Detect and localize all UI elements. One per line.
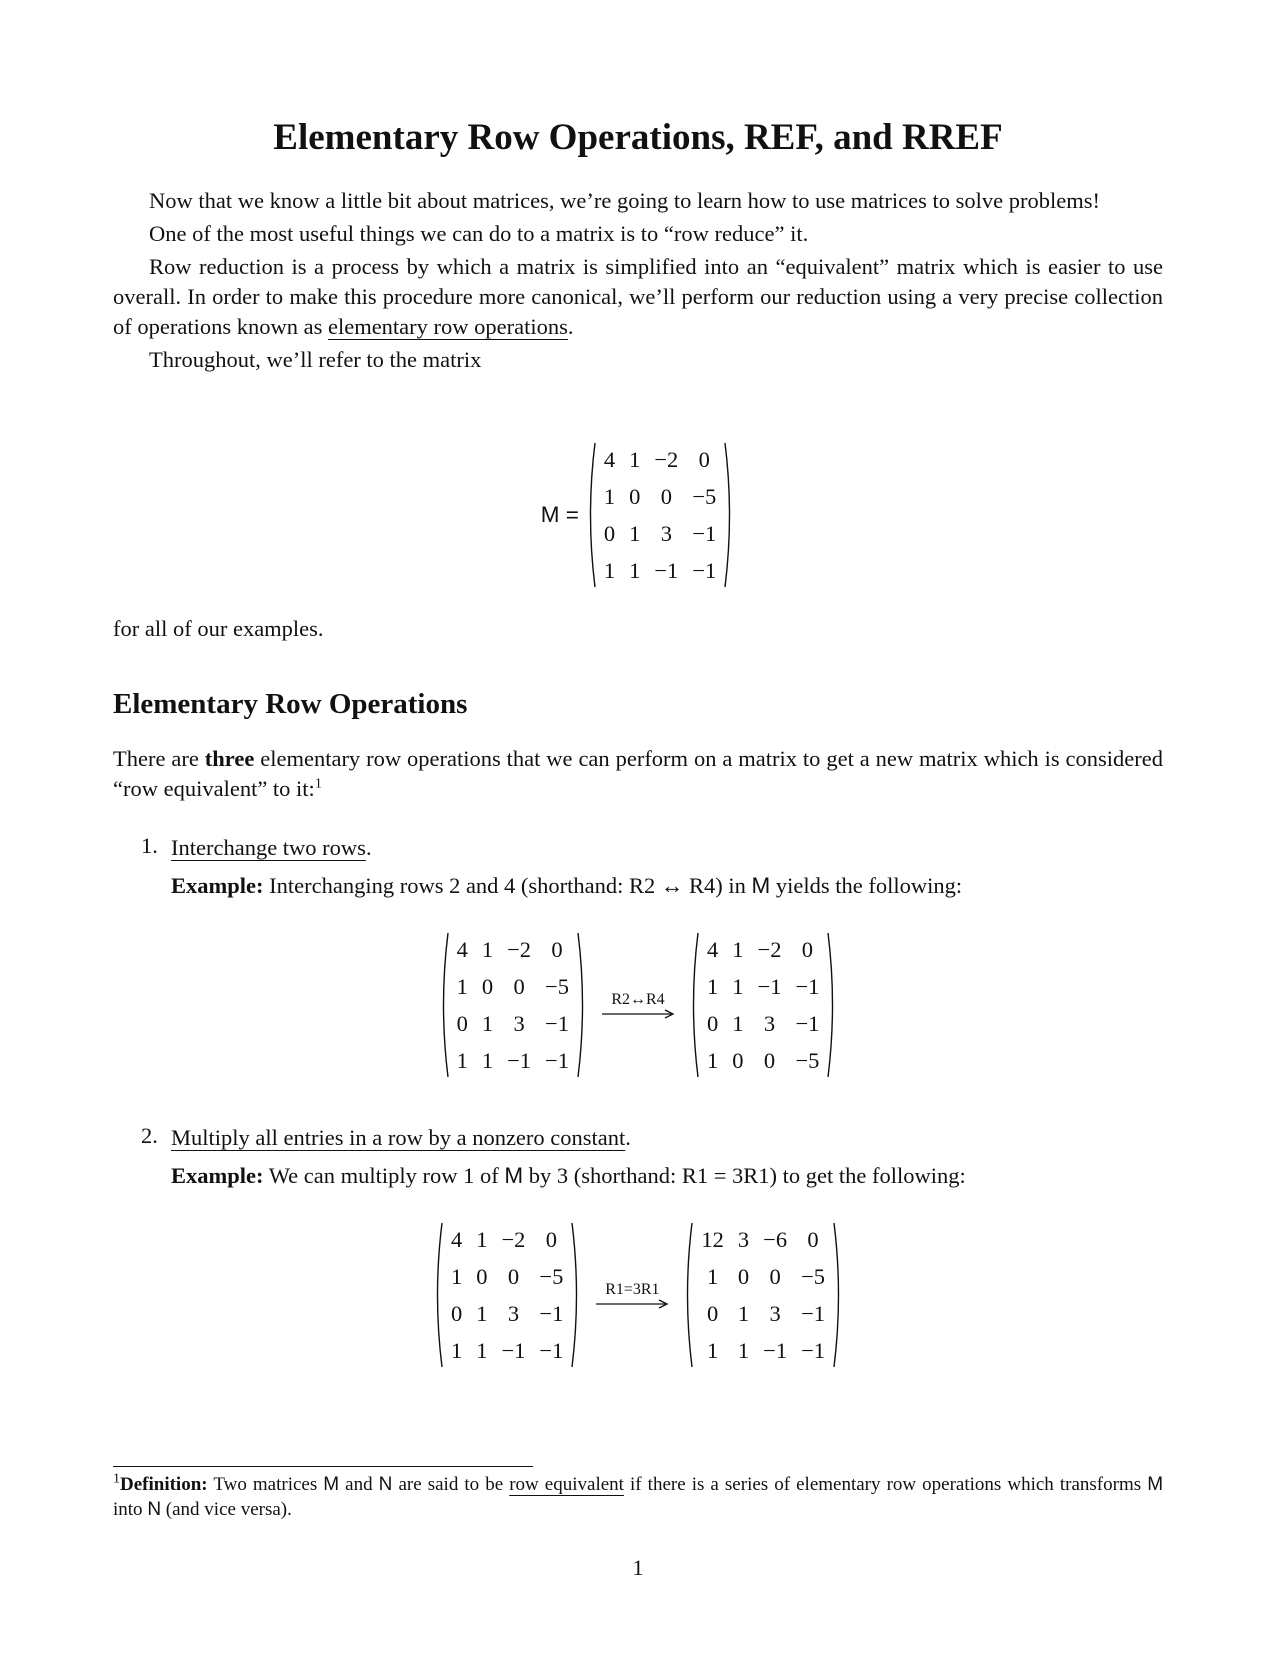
- footnote-text-a: Two matrices: [207, 1474, 324, 1495]
- operation-2-number: 2.: [141, 1123, 158, 1148]
- section-intro-text-a: There are: [113, 746, 205, 771]
- operation-2-arrow-label: R1=3R1: [605, 1281, 660, 1298]
- matrix-entry: −5: [795, 1047, 820, 1073]
- matrix-entry: 0: [660, 483, 672, 509]
- matrix-entry: −1: [763, 1337, 788, 1363]
- footnote-text-c: are said to be: [392, 1474, 510, 1495]
- row-equivalent-term: row equivalent: [509, 1474, 624, 1495]
- intro-paragraph-1: Now that we know a little bit about matrices, we’re going to learn how to use matrices to solve problems!: [149, 188, 1101, 213]
- operation-1-example-text-b: yields the following:: [770, 873, 963, 898]
- footnote-reference[interactable]: 1: [314, 776, 322, 792]
- right-parenthesis: [576, 931, 588, 1079]
- matrix-entry: 1: [732, 1010, 744, 1036]
- matrix-entry: 4: [456, 936, 468, 962]
- matrix-entry: 1: [481, 1010, 494, 1036]
- matrix-entry: 0: [603, 520, 616, 546]
- matrix-entry: 1: [629, 520, 641, 546]
- footnote-mark: 1: [113, 1471, 120, 1487]
- right-parenthesis: [832, 1221, 844, 1369]
- operation-2-name: Multiply all entries in a row by a nonzero constant: [171, 1125, 626, 1150]
- footnote-text-f: (and vice versa).: [161, 1499, 292, 1520]
- matrix-entry: 0: [707, 1010, 719, 1036]
- matrix-entry: 1: [707, 1263, 719, 1289]
- left-parenthesis: [438, 931, 450, 1079]
- operation-2: [141, 1123, 1163, 1191]
- operation-1-after-matrix: [688, 931, 838, 1079]
- matrix-entry: 0: [807, 1226, 819, 1252]
- matrix-entry: −2: [654, 446, 679, 472]
- matrix-entry: 4: [603, 446, 616, 472]
- matrix-entry: 0: [801, 936, 814, 962]
- page-title: Elementary Row Operations, REF, and RREF: [273, 117, 1003, 158]
- matrix-entry: 1: [707, 973, 719, 999]
- matrix-entry: 1: [629, 557, 641, 583]
- operation-2-example-text-a: We can multiply row 1 of: [263, 1163, 505, 1188]
- left-parenthesis: [432, 1221, 444, 1369]
- matrix-grid: [450, 931, 576, 1079]
- matrix-entry: −1: [757, 973, 782, 999]
- intro-paragraph-3-text: Row reduction is a process by which a matrix is simplified into an “equivalent” matrix which is easier to use overall. In order to make this procedure more canonical, we’ll perform our reduction using a very precise collection of operations known as: [113, 254, 1163, 339]
- matrix-entry: 0: [551, 936, 563, 962]
- matrix-entry: 3: [763, 1010, 776, 1036]
- matrix-entry: −2: [501, 1226, 526, 1252]
- operation-2-before-matrix: [432, 1221, 582, 1369]
- matrix-entry: −1: [507, 1047, 532, 1073]
- matrix-entry: 1: [476, 1337, 488, 1363]
- matrix-grid: [444, 1221, 570, 1369]
- right-parenthesis: [570, 1221, 582, 1369]
- operation-2-after-matrix: [682, 1221, 844, 1369]
- matrix-entry: 1: [481, 936, 494, 962]
- operation-1-name: Interchange two rows: [171, 835, 366, 860]
- matrix-grid: [694, 1221, 832, 1369]
- matrix-entry: 0: [763, 1047, 776, 1073]
- right-parenthesis: [723, 441, 735, 589]
- footnote-text-e: into: [113, 1499, 148, 1520]
- matrix-entry: −1: [501, 1337, 526, 1363]
- matrix-entry: 0: [476, 1263, 488, 1289]
- left-parenthesis: [688, 931, 700, 1079]
- operation-2-title: [171, 1123, 1163, 1153]
- matrix-entry: 1: [707, 1337, 719, 1363]
- left-parenthesis: [585, 441, 597, 589]
- after-matrix-text: [113, 614, 1163, 644]
- matrix-entry: −1: [795, 973, 820, 999]
- operation-1-example: [171, 871, 1163, 901]
- footnote-m: M: [323, 1474, 340, 1495]
- matrix-entry: 1: [737, 1337, 750, 1363]
- footnote-label: Definition:: [120, 1474, 208, 1495]
- matrix-entry: 1: [481, 1047, 494, 1073]
- matrix-entry: −1: [539, 1300, 564, 1326]
- matrix-entry: −1: [801, 1300, 826, 1326]
- matrix-grid: [700, 931, 826, 1079]
- matrix-entry: 0: [456, 1010, 468, 1036]
- matrix-entry: −6: [763, 1226, 788, 1252]
- operation-1-title: [171, 833, 1163, 863]
- operation-1-example-m: M: [751, 873, 771, 898]
- matrix-grid: [597, 441, 723, 589]
- footnote-n: N: [378, 1474, 393, 1495]
- matrix-entry: 3: [507, 1300, 520, 1326]
- footnote-divider: [113, 1466, 533, 1467]
- matrix-entry: −1: [795, 1010, 820, 1036]
- footnote-text-b: and: [339, 1474, 379, 1495]
- operation-1-period: .: [365, 835, 372, 860]
- operation-1-display: [113, 930, 1163, 1080]
- left-parenthesis: [682, 1221, 694, 1369]
- matrix-entry: 1: [732, 973, 744, 999]
- matrix-entry: −5: [801, 1263, 826, 1289]
- matrix-entry: 1: [603, 483, 616, 509]
- section-heading: Elementary Row Operations: [113, 688, 468, 720]
- right-parenthesis: [826, 931, 838, 1079]
- matrix-entry: 0: [513, 973, 525, 999]
- operation-2-period: .: [625, 1125, 631, 1150]
- operation-2-example-text-b: by 3 (shorthand: R1 = 3R1) to get the following:: [523, 1163, 966, 1188]
- right-arrow-icon: [602, 1009, 674, 1019]
- operation-1-number: 1.: [141, 833, 158, 858]
- operation-2-example: [171, 1161, 1163, 1191]
- matrix-entry: 4: [450, 1226, 463, 1252]
- page-number: 1: [632, 1555, 644, 1580]
- operation-2-example-label: Example:: [171, 1163, 264, 1188]
- matrix-entry: 1: [476, 1300, 488, 1326]
- operation-1-example-label: Example:: [171, 873, 264, 898]
- operation-1-before-matrix: [438, 931, 588, 1079]
- matrix-entry: 3: [769, 1300, 781, 1326]
- matrix-entry: −1: [545, 1010, 569, 1036]
- intro-text: [113, 186, 1163, 375]
- matrix-entry: −2: [507, 936, 532, 962]
- matrix-entry: 4: [707, 936, 719, 962]
- matrix-entry: −2: [757, 936, 782, 962]
- matrix-entry: −1: [692, 520, 717, 546]
- operation-2-arrow: [596, 1281, 668, 1309]
- matrix-entry: 1: [629, 446, 641, 472]
- matrix-entry: 0: [481, 973, 494, 999]
- matrix-entry: 12: [701, 1226, 724, 1252]
- matrix-entry: 0: [629, 483, 641, 509]
- footnote: [113, 1472, 1163, 1522]
- matrix-entry: 0: [698, 446, 710, 472]
- matrix-entry: 3: [660, 520, 672, 546]
- operation-2-display: [113, 1220, 1163, 1370]
- matrix-entry: 1: [476, 1226, 488, 1252]
- matrix-entry: 0: [737, 1263, 750, 1289]
- matrix-entry: 1: [707, 1047, 719, 1073]
- matrix-m-label: M =: [540, 502, 579, 527]
- matrix-entry: −5: [692, 483, 717, 509]
- matrix-entry: 0: [507, 1263, 520, 1289]
- intro-paragraph-3: [113, 252, 1163, 342]
- matrix-entry: 0: [450, 1300, 463, 1326]
- intro-paragraph-2: One of the most useful things we can do to a matrix is to “row reduce” it.: [149, 221, 809, 246]
- matrix-entry: −1: [539, 1337, 564, 1363]
- matrix-entry: 3: [513, 1010, 525, 1036]
- matrix-entry: 1: [450, 1337, 463, 1363]
- operation-2-example-m: M: [504, 1163, 524, 1188]
- matrix-entry: 1: [732, 936, 744, 962]
- operation-1-arrow: [602, 991, 674, 1019]
- after-matrix-sentence: for all of our examples.: [113, 616, 324, 641]
- section-intro-paragraph: [113, 744, 1163, 804]
- matrix-entry: 1: [456, 1047, 468, 1073]
- matrix-entry: −5: [539, 1263, 564, 1289]
- matrix-entry: −1: [545, 1047, 569, 1073]
- intro-paragraph-3-end: .: [567, 314, 574, 339]
- right-arrow-icon: [596, 1299, 668, 1309]
- matrix-m-display: [113, 440, 1163, 590]
- matrix-entry: 0: [732, 1047, 744, 1073]
- section-intro-bold: three: [204, 746, 255, 771]
- operation-1: [141, 833, 1163, 901]
- matrix-entry: −1: [801, 1337, 826, 1363]
- footnote-text-d: if there is a series of elementary row operations which transforms: [623, 1474, 1148, 1495]
- matrix-entry: 1: [737, 1300, 750, 1326]
- matrix-m: [585, 441, 735, 589]
- matrix-entry: 0: [707, 1300, 719, 1326]
- intro-paragraph-4: Throughout, we’ll refer to the matrix: [149, 347, 482, 372]
- matrix-entry: −1: [654, 557, 679, 583]
- matrix-entry: 1: [603, 557, 616, 583]
- footnote-m2: M: [1147, 1474, 1164, 1495]
- matrix-entry: 0: [769, 1263, 781, 1289]
- matrix-entry: 3: [737, 1226, 750, 1252]
- operation-1-arrow-label: R2↔R4: [611, 991, 665, 1008]
- section-intro-text-b: elementary row operations that we can perform on a matrix to get a new matrix which is considered “row equivalent” to it:: [113, 746, 1163, 801]
- section-intro: [113, 744, 1163, 804]
- matrix-entry: −1: [692, 557, 717, 583]
- matrix-entry: 0: [545, 1226, 558, 1252]
- footnote-n2: N: [147, 1499, 162, 1520]
- matrix-entry: 1: [456, 973, 468, 999]
- elementary-row-operations-term: elementary row operations: [327, 314, 568, 339]
- matrix-entry: −5: [545, 973, 569, 999]
- matrix-entry: 1: [450, 1263, 463, 1289]
- operation-1-example-text-a: Interchanging rows 2 and 4 (shorthand: R2 ↔ R4) in: [263, 873, 752, 898]
- footnote-text: [113, 1472, 1163, 1522]
